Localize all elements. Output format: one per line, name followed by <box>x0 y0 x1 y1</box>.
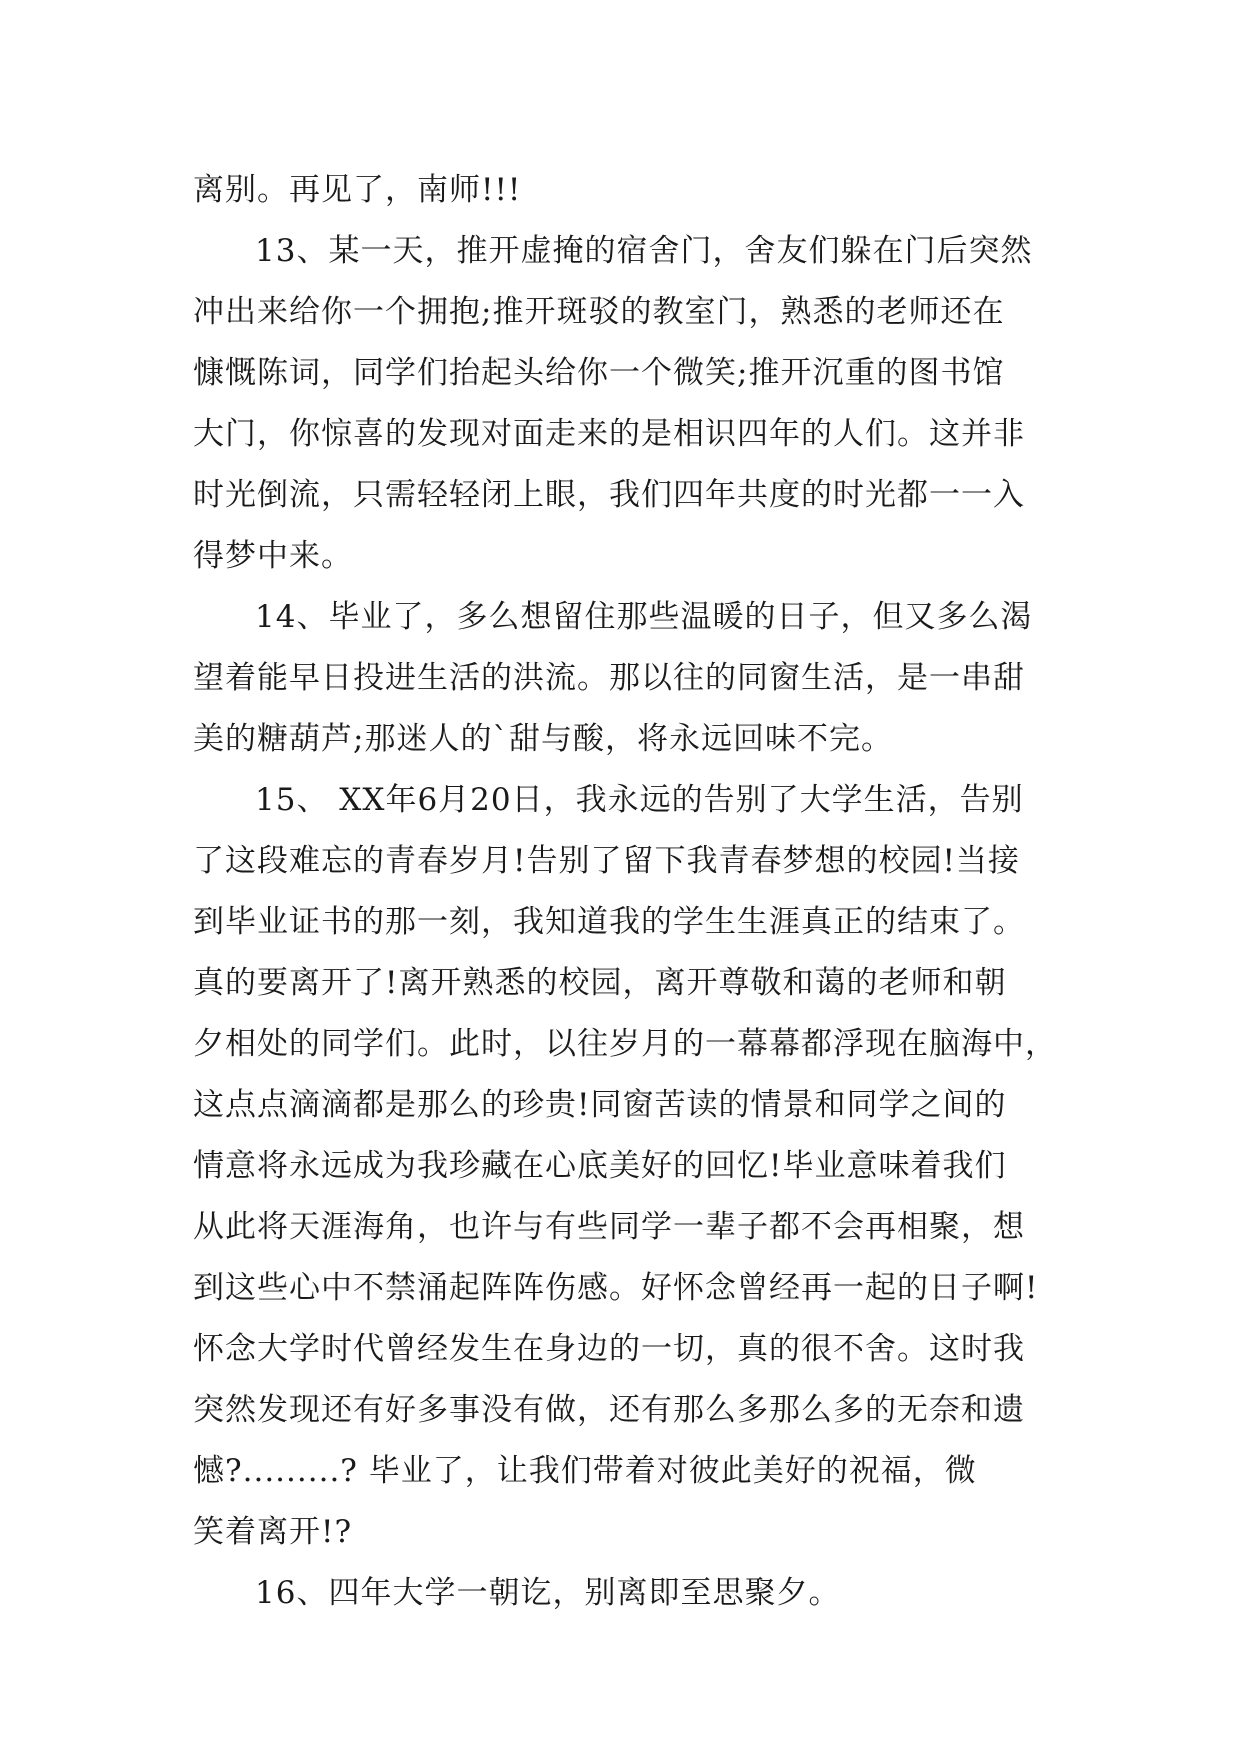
text-line: 憾?.........? 毕业了，让我们带着对彼此美好的祝福，微 <box>193 1453 977 1489</box>
text-line: 这点点滴滴都是那么的珍贵!同窗苦读的情景和同学之间的 <box>193 1087 1007 1123</box>
text-line: 夕相处的同学们。此时，以往岁月的一幕幕都浮现在脑海中， <box>193 1026 1057 1062</box>
text-line: 14、毕业了，多么想留住那些温暖的日子，但又多么渴 <box>255 599 1033 635</box>
paragraph-15 <box>193 770 1057 1563</box>
document-body <box>193 160 1057 1624</box>
text-line: 得梦中来。 <box>193 538 353 574</box>
paragraph-14 <box>193 587 1053 770</box>
text-line: 13、某一天，推开虚掩的宿舍门，舍友们躲在门后突然 <box>255 233 1033 269</box>
text-line: 到这些心中不禁涌起阵阵伤感。好怀念曾经再一起的日子啊! <box>193 1270 1039 1306</box>
text-line: 了这段难忘的青春岁月!告别了留下我青春梦想的校园!当接 <box>193 843 1020 879</box>
text-line: 美的糖葫芦;那迷人的`甜与酸，将永远回味不完。 <box>193 721 893 757</box>
text-line: 大门，你惊喜的发现对面走来的是相识四年的人们。这并非 <box>193 416 1025 452</box>
text-line: 15、 XX年6月20日，我永远的告别了大学生活，告别 <box>255 782 1024 818</box>
text-line: 怀念大学时代曾经发生在身边的一切，真的很不舍。这时我 <box>193 1331 1025 1367</box>
text-line: 突然发现还有好多事没有做，还有那么多那么多的无奈和遗 <box>193 1392 1025 1428</box>
text-line: 慷慨陈词，同学们抬起头给你一个微笑;推开沉重的图书馆 <box>193 355 1005 391</box>
text-line: 情意将永远成为我珍藏在心底美好的回忆!毕业意味着我们 <box>193 1148 1007 1184</box>
text-line: 笑着离开!? <box>193 1514 353 1550</box>
text-line: 真的要离开了!离开熟悉的校园，离开尊敬和蔼的老师和朝 <box>193 965 1007 1001</box>
paragraph-16 <box>193 1563 1053 1624</box>
text-line: 16、四年大学一朝讫，别离即至思聚夕。 <box>255 1575 841 1611</box>
paragraph-continued <box>193 160 1053 221</box>
paragraph-13 <box>193 221 1053 587</box>
text-line: 从此将天涯海角，也许与有些同学一辈子都不会再相聚，想 <box>193 1209 1025 1245</box>
text-line: 离别。再见了，南师!!! <box>193 172 522 208</box>
text-line: 冲出来给你一个拥抱;推开斑驳的教室门，熟悉的老师还在 <box>193 294 1005 330</box>
text-line: 望着能早日投进生活的洪流。那以往的同窗生活，是一串甜 <box>193 660 1025 696</box>
text-line: 到毕业证书的那一刻，我知道我的学生生涯真正的结束了。 <box>193 904 1025 940</box>
text-line: 时光倒流，只需轻轻闭上眼，我们四年共度的时光都一一入 <box>193 477 1025 513</box>
